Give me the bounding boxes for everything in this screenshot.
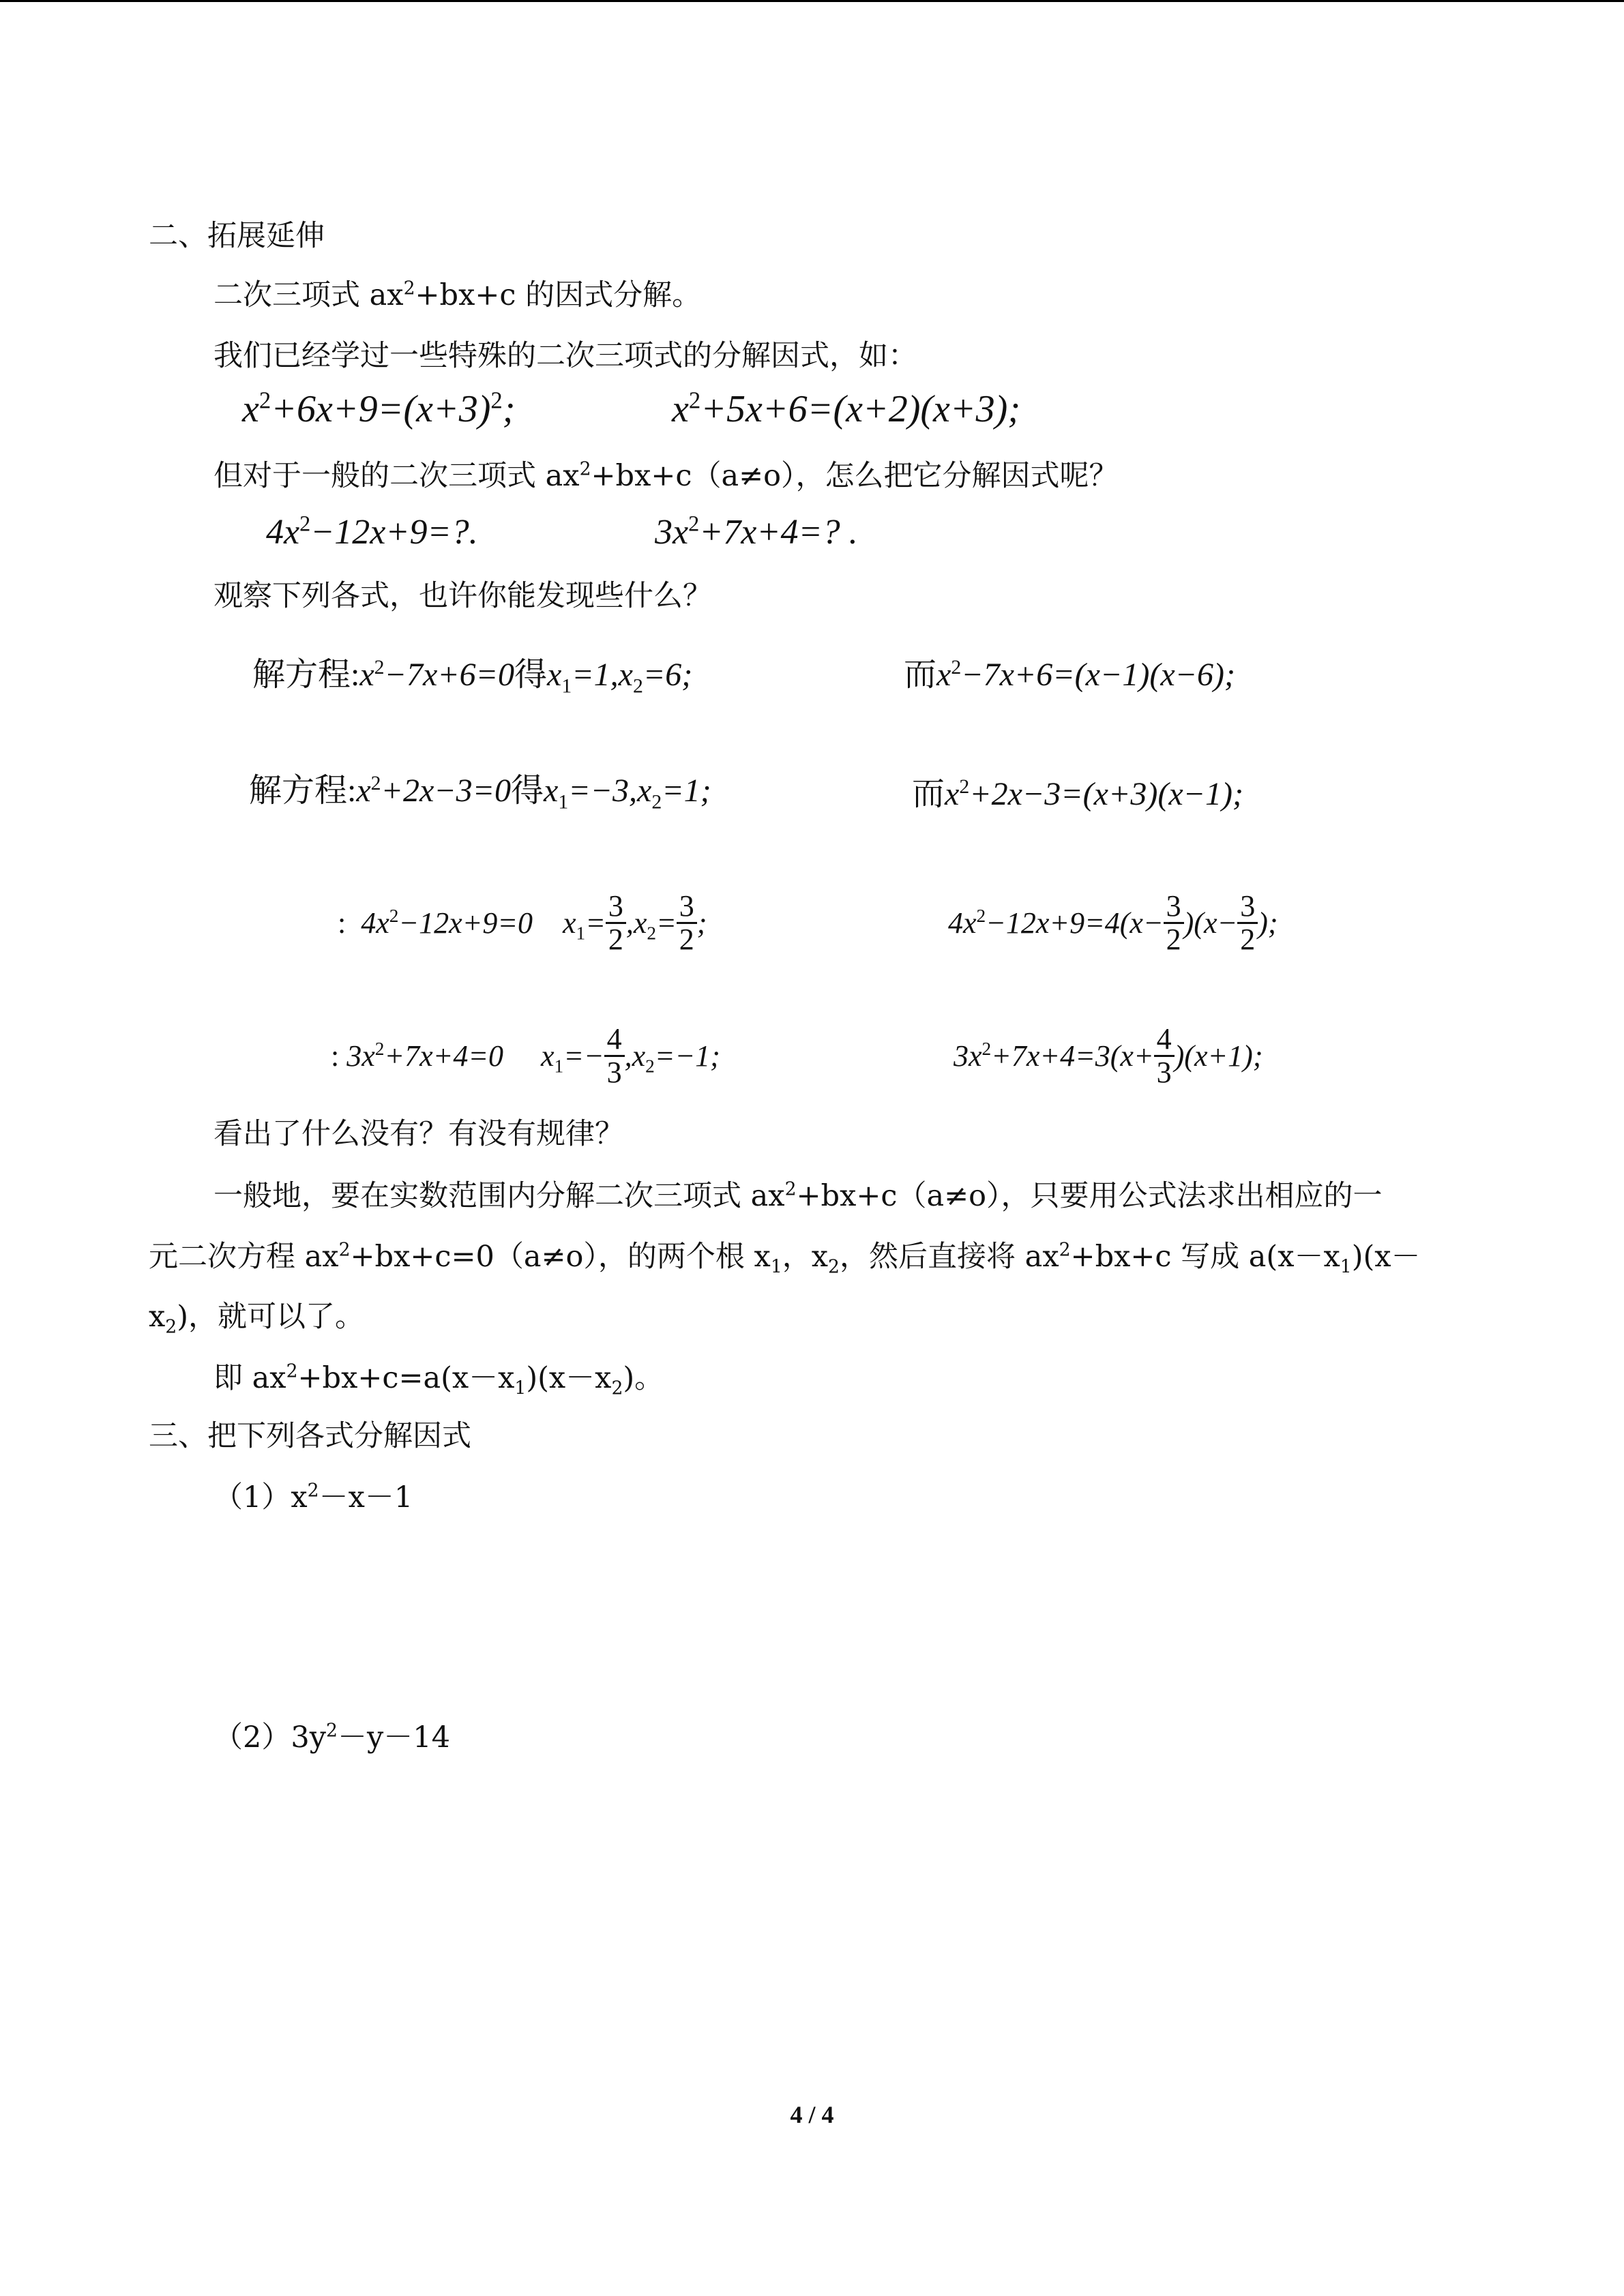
equation-row-3-left: : $4x^2-12x+9=0$ $x_1=$ $\frac{3}{2}$ $,x_2=$ $\frac{3}{2}$ ;: [338, 889, 707, 957]
fraction-four-thirds: $\frac{4}{3}$: [1154, 1024, 1175, 1088]
paragraph-quadratic-trinomial: 二次三项式 $ax^2+bx+c$ 的因式分解。: [213, 278, 702, 312]
paragraph-general-method-2: 元二次方程 $ax^2+bx+c=0(a\ne o)$，的两个根 $x_1$，$x_2$，然后直接将 $ax^2+bx+c$ 写成 $a(x-x_1)(x-$: [149, 1239, 1421, 1278]
paragraph-factored-formula: 即 $ax^2+bx+c=a(x-x_1)(x-x_2)$。: [213, 1360, 664, 1399]
equation-row-2-right: 而$x^2+2x-3=(x+3)(x-1)$;: [912, 775, 1243, 813]
equation-row-3-right: $4x^2-12x+9=4(x-$ $\frac{3}{2}$ )(x− $\frac{3}{2}$ );: [948, 889, 1278, 957]
paragraph-observe: 观察下列各式，也许你能发现些什么？: [213, 579, 712, 613]
paragraph-general-method-1: 一般地，要在实数范围内分解二次三项式 $ax^2+bx+c(a\ne o)$，只要用公式法求出相应的一: [213, 1178, 1383, 1213]
exercise-2: $(2)3y^2-y-14$: [213, 1720, 450, 1755]
formula-example-2: $x^2+5x+6=(x+2)(x+3)$;: [672, 387, 1020, 430]
fraction-three-halves: $\frac{3}{2}$: [606, 891, 626, 955]
formula-question-2: $3x^2+7x+4=$? .: [655, 511, 858, 552]
equation-row-4-right: $3x^2+7x+4=3(x+$ $\frac{4}{3}$ )(x+1);: [954, 1022, 1263, 1090]
section-title-exercises: 三、把下列各式分解因式: [149, 1419, 471, 1453]
paragraph-learned-examples: 我们已经学过一些特殊的二次三项式的分解因式，如：: [213, 339, 917, 373]
fraction-three-halves: $\frac{3}{2}$: [677, 891, 697, 955]
paragraph-pattern-question: 看出了什么没有？有没有规律？: [213, 1117, 624, 1151]
equation-row-1-left: 解方程$:x^2-7x+6=0$得$x_1=1,x_2=6$;: [252, 655, 693, 698]
fraction-three-halves: $\frac{3}{2}$: [1164, 891, 1184, 955]
formula-question-1: $4x^2-12x+9=$?.: [266, 511, 478, 552]
equation-row-4-left: : $3x^2+7x+4=0$ $x_1=-$ $\frac{4}{3}$ $,x_2=-1$;: [331, 1022, 720, 1090]
equation-row-2-left: 解方程$:x^2+2x-3=0$得$x_1=-3,x_2=1$;: [249, 771, 711, 814]
formula-example-1: $x^2+6x+9=(x+3)^2$;: [242, 387, 516, 430]
top-border: [0, 0, 1624, 2]
paragraph-general-method-3: $x_2$)，就可以了。: [149, 1300, 365, 1338]
equation-row-1-right: 而$x^2-7x+6=(x-1)(x-6)$;: [904, 655, 1235, 694]
page-number: 4 / 4: [790, 2101, 834, 2128]
fraction-four-thirds: $\frac{4}{3}$: [604, 1024, 625, 1088]
paragraph-general-question: 但对于一般的二次三项式 $ax^2+bx+c(a\ne o)$，怎么把它分解因式呢？: [213, 458, 1119, 493]
exercise-1: $(1)x^2-x-1$: [213, 1480, 413, 1515]
fraction-three-halves: $\frac{3}{2}$: [1237, 891, 1258, 955]
section-title-extension: 二、拓展延伸: [149, 219, 325, 253]
